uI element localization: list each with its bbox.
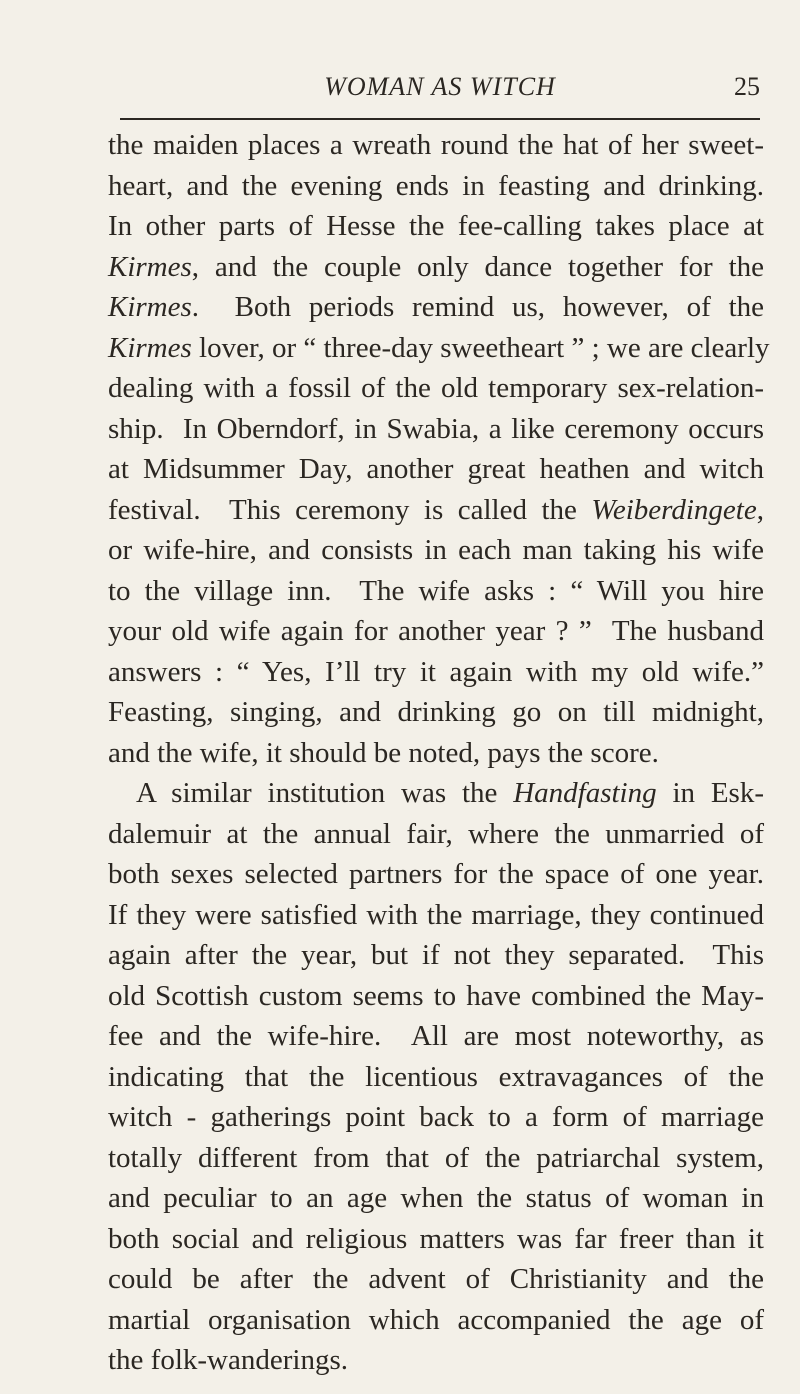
text-line: both sexes selected partners for the space of one year.	[108, 858, 764, 890]
text-line: dalemuir at the annual fair, where the unmarried of	[108, 817, 764, 850]
text-line: Kirmes, and the couple only dance together for the	[108, 250, 764, 283]
text-line: old Scottish custom seems to have combined the May-	[108, 979, 764, 1012]
text-line: festival. This ceremony is called the Weiberdingete,	[108, 493, 764, 526]
text-line: fee and the wife-hire. All are most noteworthy, as	[108, 1020, 764, 1052]
italic-term: Kirmes	[108, 250, 192, 283]
text-line: Feasting, singing, and drinking go on till midnight,	[108, 696, 764, 728]
body-text	[108, 125, 770, 1381]
text-line: heart, and the evening ends in feasting and drinking.	[108, 169, 764, 202]
text-line: the folk-wanderings.	[108, 1344, 348, 1376]
italic-term: Kirmes	[108, 291, 192, 323]
text-line: answers : “ Yes, I’ll try it again with my old wife.”	[108, 655, 764, 688]
text-line: Kirmes. Both periods remind us, however, of the	[108, 291, 764, 323]
italic-term: Kirmes	[108, 331, 192, 364]
text-line: both social and religious matters was far freer than it	[108, 1222, 764, 1255]
page-number: 25	[734, 72, 760, 101]
text-line: martial organisation which accompanied the age of	[108, 1303, 764, 1336]
text-line: the maiden places a wreath round the hat of her sweet-	[108, 129, 764, 161]
text-line: at Midsummer Day, another great heathen and witch	[108, 453, 764, 485]
text-line: again after the year, but if not they separated. This	[108, 939, 764, 971]
text-line: indicating that the licentious extravagances of the	[108, 1060, 764, 1093]
text-line: Kirmes lover, or “ three-day sweetheart ” ; we are clearly	[108, 331, 770, 364]
text-line: A similar institution was the Handfasting in Esk-	[136, 777, 765, 809]
running-head	[120, 70, 760, 120]
text-line: If they were satisfied with the marriage, they continued	[108, 898, 764, 931]
running-title: WOMAN AS WITCH	[324, 72, 556, 101]
text-line: and peculiar to an age when the status of woman in	[108, 1182, 764, 1214]
text-line: totally different from that of the patriarchal system,	[108, 1141, 764, 1174]
text-line: or wife-hire, and consists in each man taking his wife	[108, 534, 764, 566]
text-line: ship. In Oberndorf, in Swabia, a like ceremony occurs	[108, 412, 764, 445]
text-line: could be after the advent of Christianity and the	[108, 1263, 764, 1295]
text-line: your old wife again for another year ? ” The husband	[108, 615, 764, 647]
text-line: In other parts of Hesse the fee-calling takes place at	[108, 210, 764, 242]
text-line: dealing with a fossil of the old temporary sex-relation-	[108, 372, 764, 404]
text-line: witch - gatherings point back to a form of marriage	[108, 1101, 764, 1133]
italic-term: Handfasting	[513, 777, 657, 809]
italic-term: Weiberdingete	[591, 493, 757, 526]
text-line: to the village inn. The wife asks : “ Will you hire	[108, 574, 764, 607]
text-line: and the wife, it should be noted, pays the score.	[108, 736, 659, 769]
